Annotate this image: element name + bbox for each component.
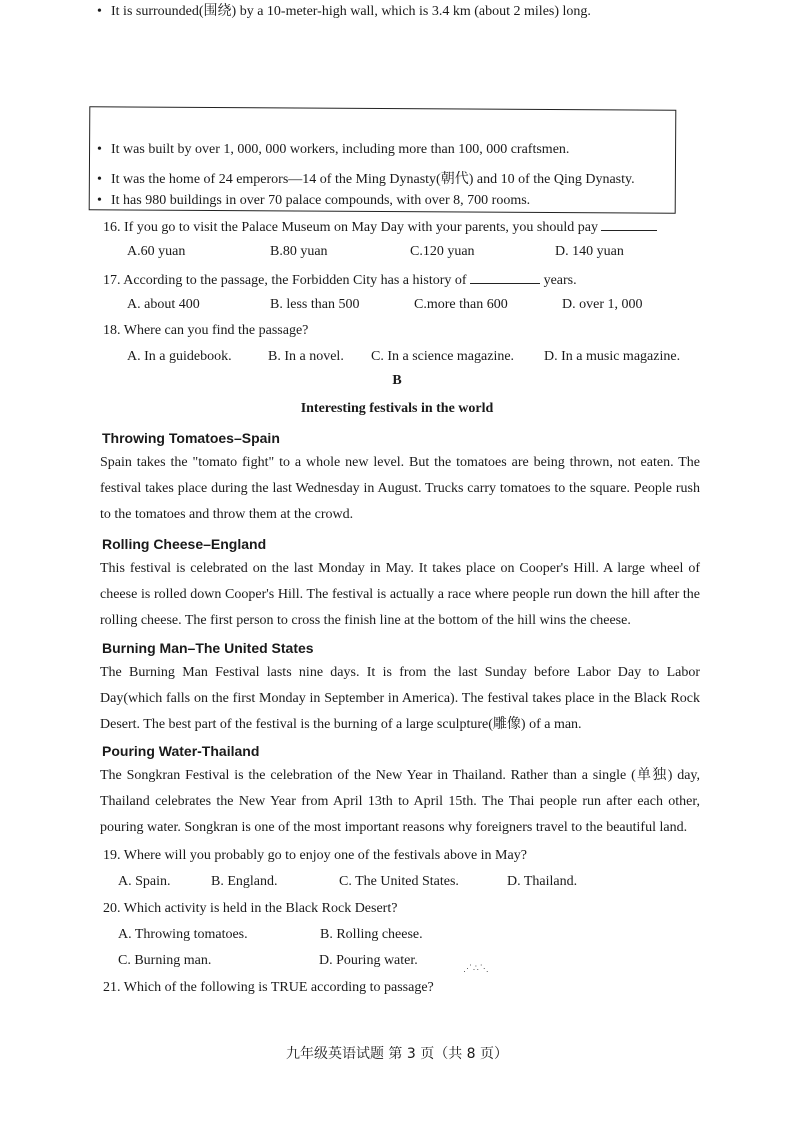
question-18-stem: 18. Where can you find the passage?: [103, 323, 309, 338]
q18-option-b[interactable]: B. In a novel.: [268, 349, 344, 364]
festival-heading: Rolling Cheese–England: [102, 536, 267, 552]
page-footer: 九年级英语试题 第 3 页（共 8 页）: [285, 1046, 509, 1062]
section-label: B: [392, 373, 402, 388]
answer-blank-16[interactable]: [601, 218, 657, 231]
question-21-stem: 21. Which of the following is TRUE according to passage?: [103, 980, 434, 995]
fact-item: • It is surrounded(围绕) by a 10-meter-high wall, which is 3.4 km (about 2 miles) long.: [97, 4, 591, 19]
q18-option-d[interactable]: D. In a music magazine.: [544, 349, 681, 364]
q18-option-a[interactable]: A. In a guidebook.: [127, 349, 232, 364]
q18-option-c[interactable]: C. In a science magazine.: [371, 349, 515, 364]
q17-option-d[interactable]: D. over 1, 000: [562, 297, 643, 312]
answer-blank-17[interactable]: [470, 271, 540, 284]
festival-paragraph: The Songkran Festival is the celebration of the New Year in Thailand. Rather than a single (单独) day, Thailand celebrates the New Year from April 13th to April 15th. The Thai people run after each other, pouring water. Songkran is one of the most important reasons why foreigners travel to the beautiful land.: [100, 768, 700, 836]
festival-heading: Burning Man–The United States: [102, 640, 314, 656]
bullet-icon: •: [97, 172, 102, 187]
bullet-icon: •: [97, 142, 102, 157]
q20-option-a[interactable]: A. Throwing tomatoes.: [118, 927, 248, 942]
q16-option-b[interactable]: B.80 yuan: [270, 244, 328, 259]
festival-paragraph: This festival is celebrated on the last Monday in May. It takes place on Cooper's Hill. A large wheel of cheese is rolled down Cooper's Hill. The festival is actually a race where people run down the hill after the rolling cheese. The first person to cross the finish line at the bottom of the hill wins the cheese.: [100, 561, 700, 629]
q17-option-a[interactable]: A. about 400: [127, 297, 200, 312]
q16-option-a[interactable]: A.60 yuan: [127, 244, 186, 259]
q19-option-a[interactable]: A. Spain.: [118, 874, 171, 889]
q16-option-d[interactable]: D. 140 yuan: [555, 244, 624, 259]
fact-item: • It has 980 buildings in over 70 palace compounds, with over 8, 700 rooms.: [97, 193, 531, 208]
fact-item: • It was the home of 24 emperors—14 of the Ming Dynasty(朝代) and 10 of the Qing Dynasty.: [97, 172, 635, 187]
festival-heading: Throwing Tomatoes–Spain: [102, 430, 280, 446]
fact-item: • It was built by over 1, 000, 000 workers, including more than 100, 000 craftsmen.: [97, 142, 570, 157]
q19-option-b[interactable]: B. England.: [211, 874, 278, 889]
q19-option-c[interactable]: C. The United States.: [339, 874, 459, 889]
q16-option-c[interactable]: C.120 yuan: [410, 244, 475, 259]
q20-option-c[interactable]: C. Burning man.: [118, 953, 212, 968]
question-16-stem: 16. If you go to visit the Palace Museum on May Day with your parents, you should pay: [103, 218, 657, 236]
q17-option-b[interactable]: B. less than 500: [270, 297, 360, 312]
festival-paragraph: The Burning Man Festival lasts nine days. It is from the last Sunday before Labor Day to Labor Day(which falls on the first Monday in September in America). The festival takes place in the Black Rock Desert. The best part of the festival is the burning of a large sculpture(雕像) of a man.: [100, 665, 700, 733]
festival-paragraph: Spain takes the "tomato fight" to a whole new level. But the tomatoes are being thrown, not eaten. The festival takes place during the last Wednesday in August. Trucks carry tomatoes to the square. People rush to the tomatoes and throw them at the crowd.: [100, 455, 700, 523]
q20-option-b[interactable]: B. Rolling cheese.: [320, 927, 423, 942]
q17-option-c[interactable]: C.more than 600: [414, 297, 508, 312]
question-20-stem: 20. Which activity is held in the Black Rock Desert?: [103, 901, 398, 916]
bullet-icon: •: [97, 4, 102, 19]
q20-option-d[interactable]: D. Pouring water.: [319, 953, 418, 968]
section-title: Interesting festivals in the world: [300, 401, 494, 416]
q19-option-d[interactable]: D. Thailand.: [507, 874, 578, 889]
question-17-stem: 17. According to the passage, the Forbidden City has a history of years.: [103, 273, 577, 288]
question-19-stem: 19. Where will you probably go to enjoy one of the festivals above in May?: [103, 848, 527, 863]
bullet-icon: •: [97, 193, 102, 208]
festival-heading: Pouring Water-Thailand: [102, 743, 260, 759]
pencil-mark-icon: ⋰∴⋱: [463, 963, 490, 973]
